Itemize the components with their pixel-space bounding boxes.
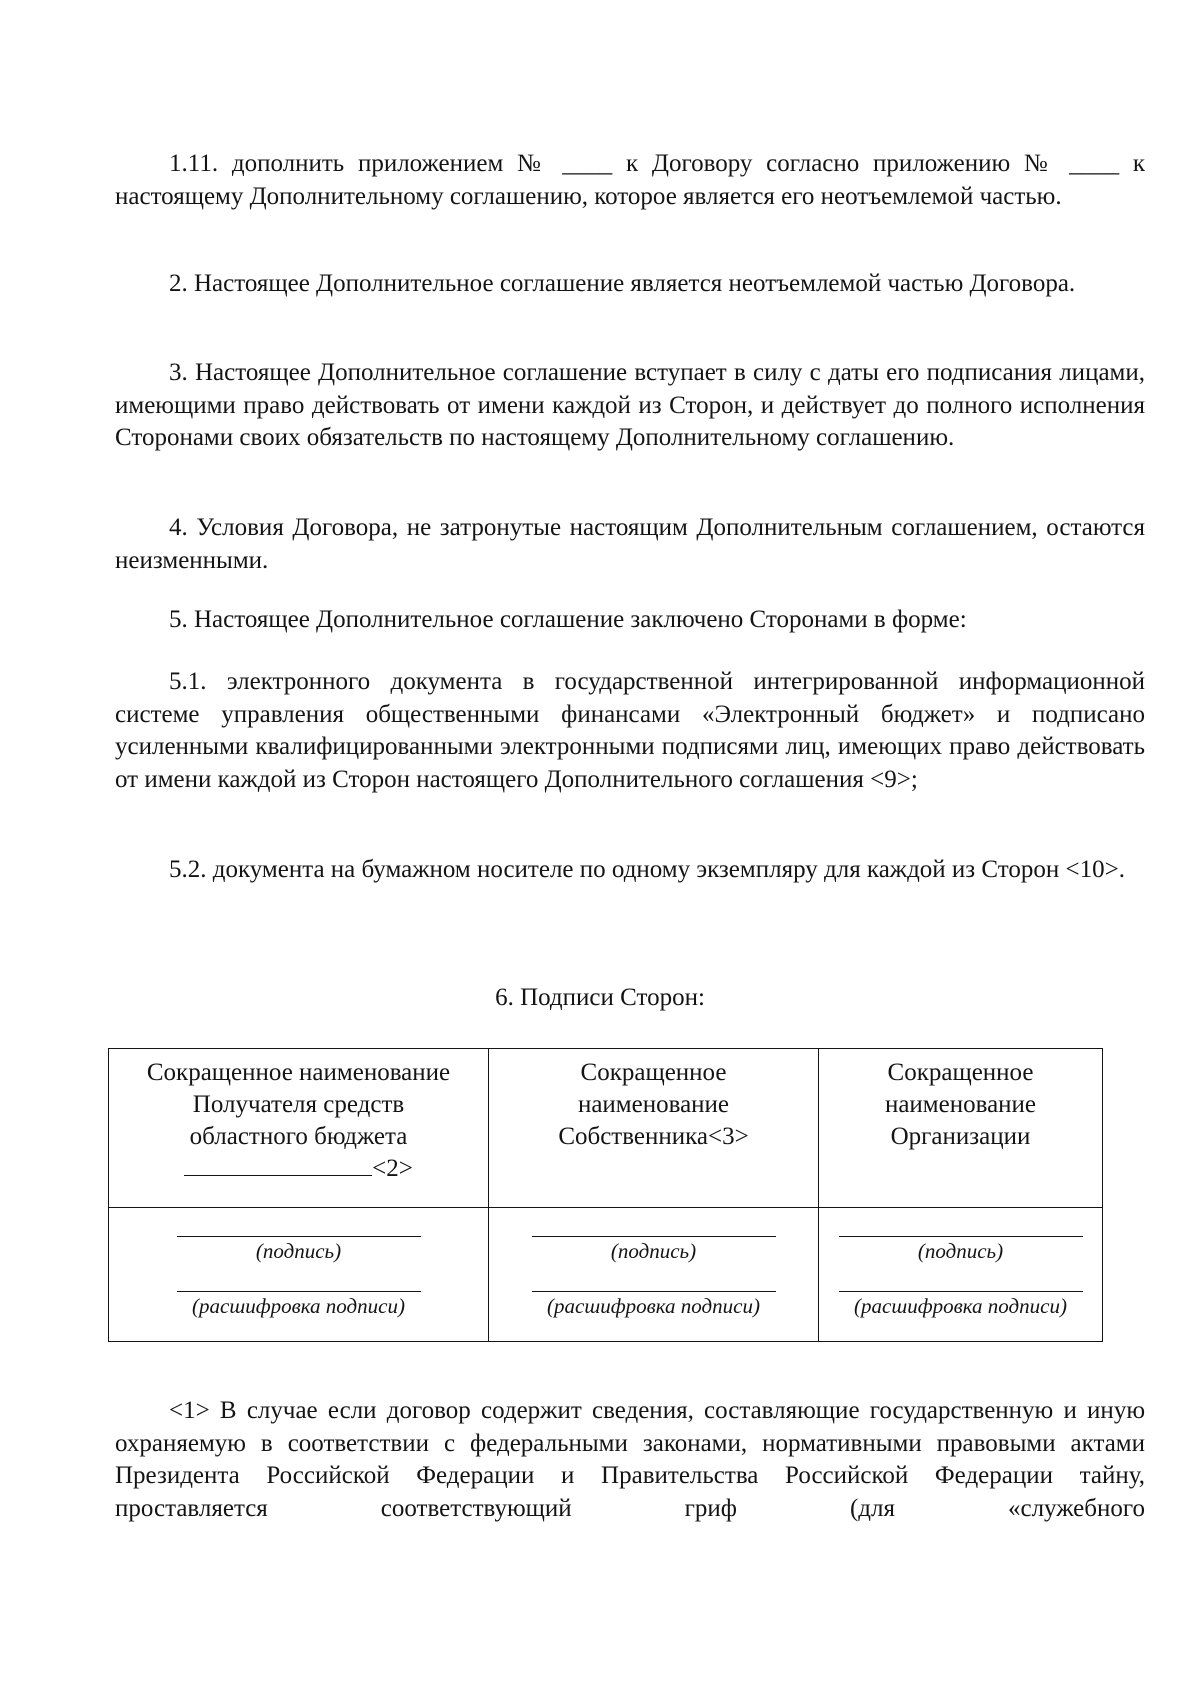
paragraph-5-2: 5.2. документа на бумажном носителе по одному экземпляру для каждой из Сторон <10>. — [169, 856, 1125, 883]
party-recipient-line-2: Получателя средств — [192, 1091, 405, 1118]
signature-caption: (подпись) — [917, 1239, 1004, 1263]
paragraph-3: 3. Настоящее Дополнительное соглашение вступает в силу с даты его подписания лицами, имеющими право действовать от имени каждой из Сторон, и действует до полного исполнения Сторонами своих обязательств по настоящему Дополнительному соглашению. — [115, 359, 1145, 451]
footnote-ref-2: <2> — [372, 1155, 413, 1182]
organization-signature-cell — [819, 1208, 1103, 1342]
decoding-caption: (расшифровка подписи) — [192, 1294, 405, 1318]
signature-caption: (подпись) — [255, 1239, 342, 1263]
party-owner-line-2: наименование — [577, 1091, 730, 1118]
signatures-header-row — [109, 1049, 1103, 1208]
signatures-heading: 6. Подписи Сторон: — [495, 984, 705, 1011]
party-recipient-header — [109, 1049, 489, 1208]
decoding-caption: (расшифровка подписи) — [854, 1294, 1067, 1318]
name-blank — [184, 1153, 372, 1176]
owner-signature-cell — [489, 1208, 819, 1342]
paragraph-4: 4. Условия Договора, не затронутые настоящим Дополнительным соглашением, остаются неизменными. — [115, 514, 1145, 574]
paragraph-5: 5. Настоящее Дополнительное соглашение заключено Сторонами в форме: — [169, 606, 967, 633]
paragraph-5-1: 5.1. электронного документа в государственной интегрированной информационной системе управления общественными финансами «Электронный бюджет» и подписано усиленными квалифицированными электронными подписями лиц, имеющих право действовать от имени каждой из Сторон настоящего Дополнительного соглашения <9>; — [115, 668, 1145, 793]
party-recipient-line-3: областного бюджета — [189, 1123, 408, 1150]
party-organization-header — [819, 1049, 1103, 1208]
signature-caption: (подпись) — [610, 1239, 697, 1263]
party-recipient-blank-line — [109, 1153, 488, 1185]
party-organization-line-1: Сокращенное — [887, 1059, 1034, 1086]
recipient-signature-cell — [109, 1208, 489, 1342]
decoding-caption: (расшифровка подписи) — [547, 1294, 760, 1318]
party-organization-line-2: наименование — [884, 1091, 1037, 1118]
party-owner-line-1: Сокращенное — [580, 1059, 727, 1086]
signatures-table — [108, 1048, 1103, 1342]
footnote-1: <1> В случае если договор содержит сведения, составляющие государственную и иную охраняемую в соответствии с федеральными законами, нормативными правовыми актами Президента Российской Федерации и Правительства Российской Федерации тайну, проставляется соответствующий гриф (для «служебного — [115, 1397, 1145, 1522]
signatures-sign-row — [109, 1208, 1103, 1342]
paragraph-1-11: 1.11. дополнить приложением № ____ к Договору согласно приложению № ____ к настоящему Дополнительному соглашению, которое является его неотъемлемой частью. — [115, 150, 1145, 210]
party-owner-line-3: Собственника<3> — [558, 1123, 749, 1150]
party-owner-header — [489, 1049, 819, 1208]
paragraph-2: 2. Настоящее Дополнительное соглашение является неотъемлемой частью Договора. — [169, 270, 1076, 297]
party-organization-line-3: Организации — [890, 1123, 1031, 1150]
party-recipient-line-1: Сокращенное наименование — [146, 1059, 451, 1086]
